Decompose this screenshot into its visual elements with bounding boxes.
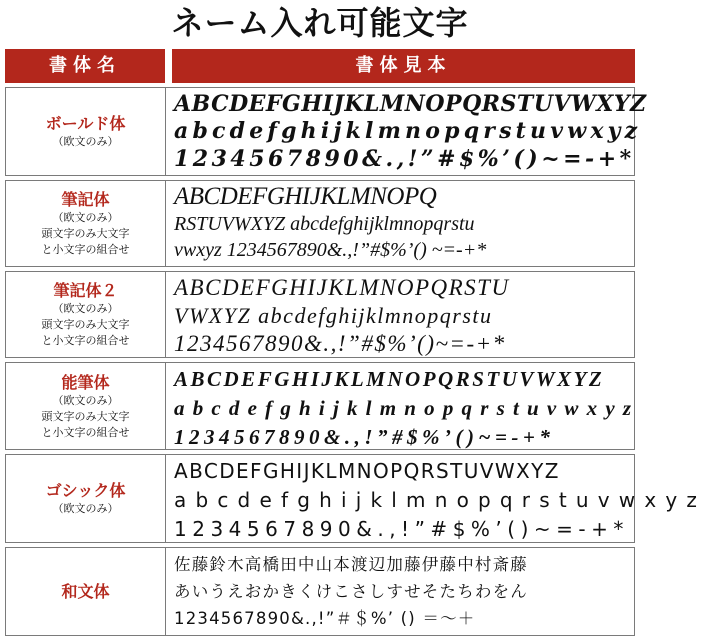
sample-mixed: RSTUVWXYZ abcdefghijklmnopqrstu (174, 212, 475, 235)
sample-digits-symbols: vwxyz 1234567890&.,!”#$%’() ~=-+* (174, 239, 487, 262)
font-sample (174, 88, 647, 175)
font-note: （欧文のみ） (52, 502, 119, 515)
font-label (6, 181, 166, 266)
font-sample (174, 181, 630, 266)
header-font-name: 書体名 (5, 49, 165, 83)
sample-digits-symbols: 1234567890&.,!”＃＄%’ () ＝～＋ (174, 609, 476, 628)
font-row-japanese (5, 547, 635, 636)
font-note: と小文字の組合せ (41, 334, 130, 347)
sample-uppercase: ABCDEFGHIJKLMNOPQRSTU (174, 275, 510, 300)
font-label (6, 455, 166, 542)
font-note: と小文字の組合せ (41, 425, 130, 439)
font-note: 頭文字のみ大文字 (41, 318, 130, 331)
font-row-bold (5, 87, 647, 176)
font-row-script (5, 180, 635, 267)
font-note: 頭文字のみ大文字 (41, 227, 130, 240)
font-name: 和文体 (61, 582, 110, 601)
sample-digits-symbols: 1234567890&.,!”#$%’()~=-+* (174, 331, 506, 356)
font-label (6, 363, 166, 449)
font-name: ゴシック体 (45, 481, 126, 500)
sample-kanji: 佐藤鈴木高橋田中山本渡辺加藤伊藤中村斎藤 (174, 555, 528, 574)
sample-uppercase: ABCDEFGHIJKLMNOPQRSTUVWXYZ (174, 367, 605, 391)
font-note: （欧文のみ） (52, 211, 119, 224)
sample-digits-symbols: 1234567890&.,!”#$%’()~=-+* (174, 145, 635, 172)
font-row-script-2 (5, 271, 635, 358)
font-label (6, 548, 166, 635)
sample-digits-symbols: 1234567890&.,!”#$%’()~=-+* (174, 517, 629, 541)
font-name: 筆記体 (61, 190, 110, 209)
font-note: と小文字の組合せ (41, 243, 130, 256)
sample-uppercase: ABCDEFGHIJKLMNOPQRSTUVWXYZ (174, 459, 560, 483)
sample-uppercase: ABCDEFGHIJKLMNOPQRSTUVWXYZ (174, 90, 647, 117)
font-name: ボールド体 (45, 114, 126, 133)
font-name: 能筆体 (61, 372, 110, 392)
font-sample (174, 548, 630, 635)
sample-uppercase: ABCDEFGHIJKLMNOPQ (174, 182, 437, 210)
sample-lowercase: abcdefghijklmnopqrstuvwxyz (174, 488, 706, 512)
font-label (6, 272, 166, 357)
font-note: （欧文のみ） (52, 135, 119, 148)
font-sample (174, 363, 640, 449)
font-note: 頭文字のみ大文字 (41, 409, 130, 423)
font-name: 筆記体２ (53, 281, 118, 300)
header-font-sample: 書体見本 (172, 49, 635, 83)
font-label (6, 88, 166, 175)
font-sample (174, 455, 706, 542)
font-note: （欧文のみ） (52, 302, 119, 315)
page-title: ネーム入れ可能文字 (171, 4, 469, 42)
sample-lowercase: abcdefghijklmnopqrstuvwxyz (174, 396, 640, 420)
sample-lowercase: abcdefghijklmnopqrstuvwxyz (174, 118, 642, 144)
font-row-calligraphy (5, 362, 640, 450)
sample-hiragana: あいうえおかきくけこさしすせそたちわをん (174, 582, 528, 601)
sample-digits-symbols: 1234567890&.,!”#$%’()~=-+* (174, 425, 555, 449)
font-row-gothic (5, 454, 706, 543)
font-note: （欧文のみ） (52, 393, 119, 407)
sample-mixed: VWXYZ abcdefghijklmnopqrstu (174, 303, 493, 328)
font-sample (174, 272, 630, 357)
